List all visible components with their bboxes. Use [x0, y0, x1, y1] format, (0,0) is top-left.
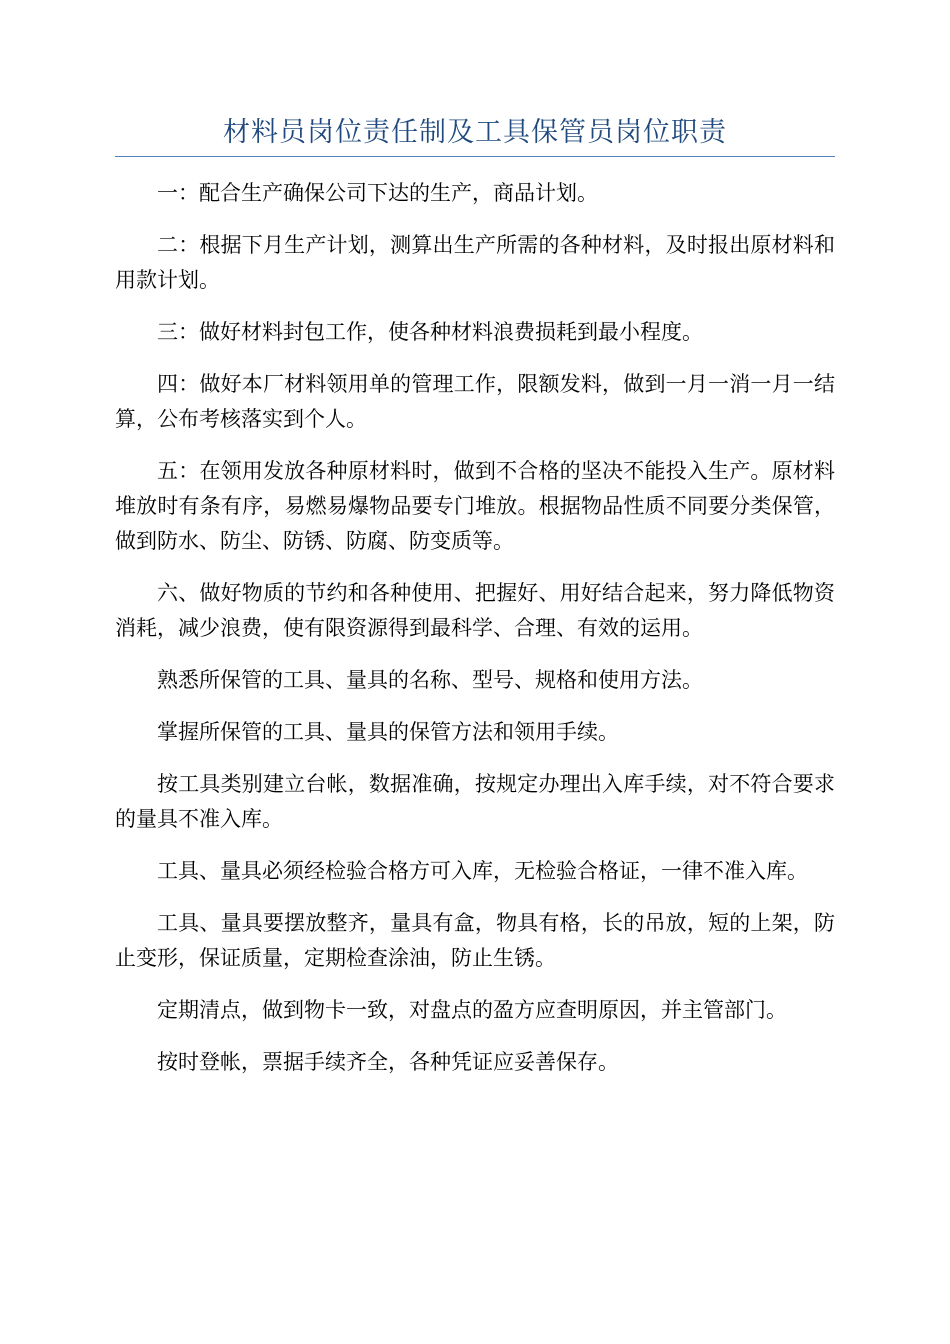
paragraph-12: 定期清点，做到物卡一致，对盘点的盈方应查明原因，并主管部门。	[157, 998, 787, 1022]
paragraph-11: 工具、量具要摆放整齐，量具有盒，物具有格，长的吊放，短的上架，防止变形，保证质量，定期检查涂油，防止生锈。	[115, 911, 835, 970]
paragraph-13: 按时登帐，票据手续齐全，各种凭证应妥善保存。	[157, 1050, 619, 1074]
paragraph-1: 一：配合生产确保公司下达的生产，商品计划。	[157, 181, 598, 205]
paragraph-8: 掌握所保管的工具、量具的保管方法和领用手续。	[157, 720, 619, 744]
paragraph-5: 五：在领用发放各种原材料时，做到不合格的坚决不能投入生产。原材料堆放时有条有序，易燃易爆物品要专门堆放。根据物品性质不同要分类保管，做到防水、防尘、防锈、防腐、防变质等。	[115, 459, 835, 553]
paragraph-3: 三：做好材料封包工作，使各种材料浪费损耗到最小程度。	[157, 320, 703, 344]
paragraph-2: 二：根据下月生产计划，测算出生产所需的各种材料，及时报出原材料和用款计划。	[115, 233, 835, 292]
paragraph-6: 六、做好物质的节约和各种使用、把握好、用好结合起来，努力降低物资消耗，减少浪费，使有限资源得到最科学、合理、有效的运用。	[115, 581, 835, 640]
paragraph-9: 按工具类别建立台帐，数据准确，按规定办理出入库手续，对不符合要求的量具不准入库。	[115, 772, 835, 831]
paragraph-7: 熟悉所保管的工具、量具的名称、型号、规格和使用方法。	[157, 668, 703, 692]
paragraph-4: 四：做好本厂材料领用单的管理工作，限额发料，做到一月一消一月一结算，公布考核落实到个人。	[115, 372, 835, 431]
document-title: 材料员岗位责任制及工具保管员岗位职责	[223, 117, 727, 148]
title-block	[115, 112, 835, 157]
document-body	[115, 176, 835, 1097]
paragraph-10: 工具、量具必须经检验合格方可入库，无检验合格证，一律不准入库。	[157, 859, 808, 883]
